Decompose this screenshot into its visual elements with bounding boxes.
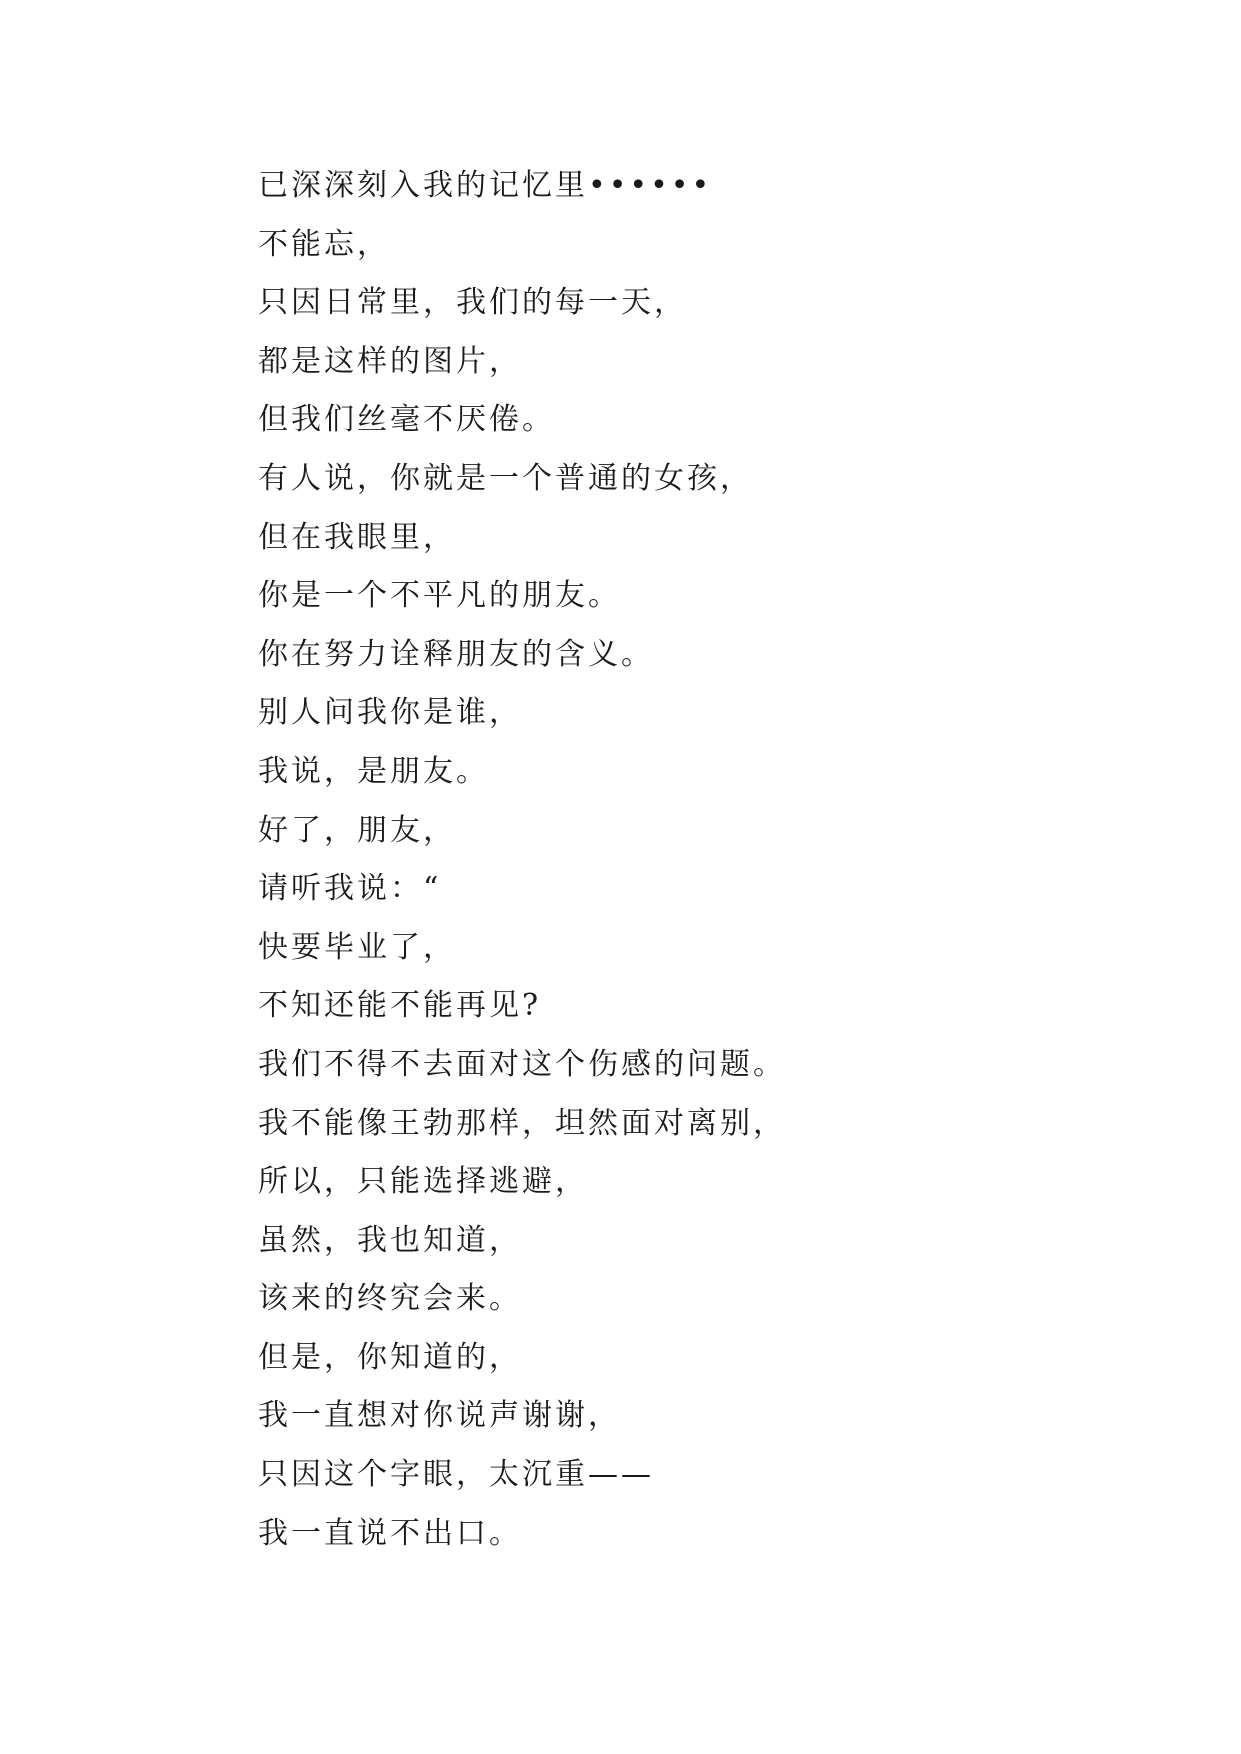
poem-line: 但是，你知道的， (258, 1339, 522, 1375)
poem-line: 好了，朋友， (258, 812, 456, 848)
poem-text (258, 157, 1058, 1563)
poem-line: 不知还能不能再见? (258, 988, 542, 1024)
poem-line: 我们不得不去面对这个伤感的问题。 (258, 1046, 786, 1082)
poem-line: 该来的终究会来。 (258, 1281, 522, 1317)
poem-line: 我不能像王勃那样，坦然面对离别， (258, 1105, 786, 1141)
poem-line: 我说，是朋友。 (258, 753, 489, 789)
poem-line: 我一直想对你说声谢谢， (258, 1398, 621, 1434)
poem-line: 所以，只能选择逃避， (258, 1164, 588, 1200)
poem-line: 但在我眼里， (258, 519, 456, 555)
poem-line: 不能忘， (258, 226, 390, 262)
poem-line: 只因这个字眼，太沉重—— (258, 1457, 654, 1493)
poem-line: 快要毕业了， (258, 929, 456, 965)
poem-line: 已深深刻入我的记忆里•••••• (258, 168, 713, 203)
poem-line: 虽然，我也知道， (258, 1222, 522, 1258)
poem-line: 只因日常里，我们的每一天， (258, 285, 687, 321)
poem-line: 都是这样的图片， (258, 343, 522, 379)
poem-line: 但我们丝毫不厌倦。 (258, 402, 555, 438)
poem-line: 我一直说不出口。 (258, 1515, 522, 1551)
poem-line: 请听我说：“ (258, 871, 442, 907)
poem-line: 有人说，你就是一个普通的女孩， (258, 460, 753, 496)
poem-line: 你是一个不平凡的朋友。 (258, 578, 621, 614)
poem-line: 你在努力诠释朋友的含义。 (258, 636, 654, 672)
poem-line: 别人问我你是谁， (258, 695, 522, 731)
